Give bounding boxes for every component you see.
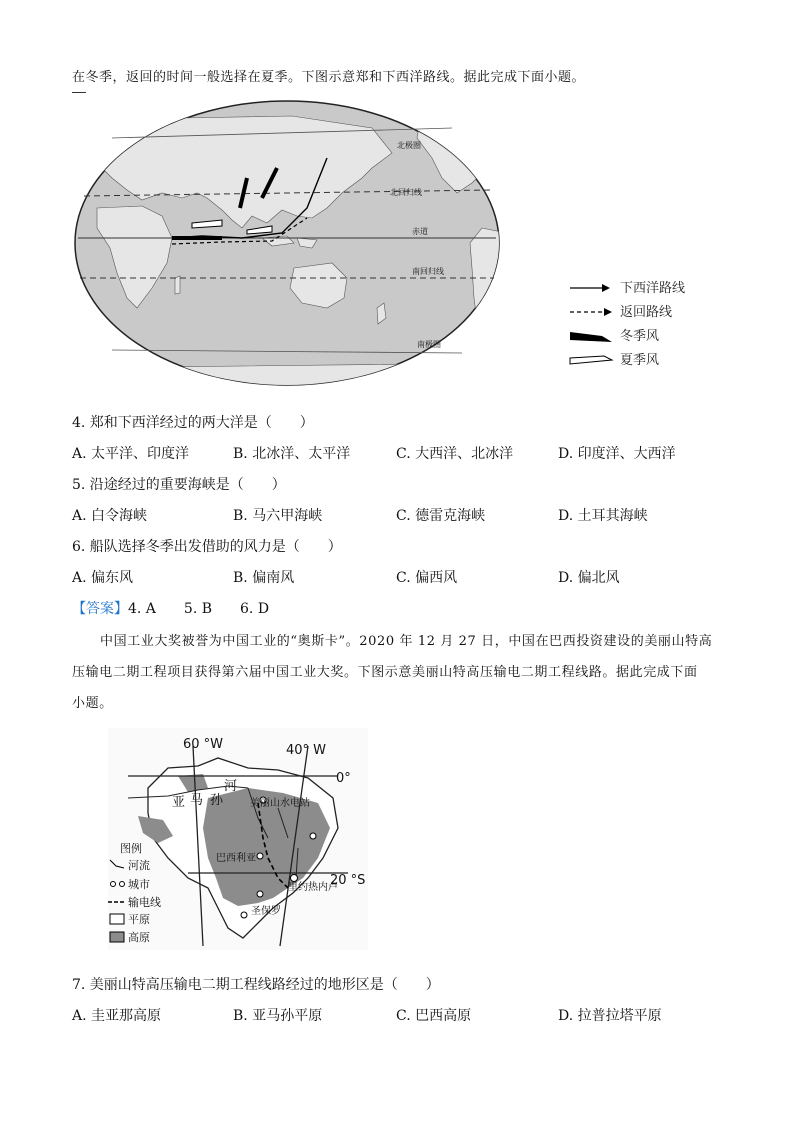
legend-city: 城市 xyxy=(128,878,150,891)
q4-option-b[interactable]: B. 北冰洋、太平洋 xyxy=(233,446,351,462)
q6-option-c[interactable]: C. 偏西风 xyxy=(396,570,458,586)
question-4-stem: 4. 郑和下西洋经过的两大洋是（ ） xyxy=(72,415,314,431)
answer-tag: 【答案】 xyxy=(72,601,128,617)
antarctic-circle-label: 南极圈 xyxy=(417,340,441,349)
legend-winter-wind: 冬季风 xyxy=(620,329,660,344)
amazon-label-a: 亚 xyxy=(172,795,186,810)
lon-40w-label: 40° W xyxy=(286,743,327,758)
lat-0-label: 0° xyxy=(336,771,351,786)
q7-option-b[interactable]: B. 亚马孙平原 xyxy=(233,1008,323,1024)
sao-paulo-label: 圣保罗 xyxy=(251,906,281,917)
paragraph-line-2: 压输电二期工程项目获得第六届中国工业大奖。下图示意美丽山特高压输电二期工程线路。据此完成下面 xyxy=(72,665,698,680)
amazon-label-b: 马 xyxy=(190,793,204,808)
rio-label: 里约热内卢 xyxy=(288,882,338,893)
short-rule xyxy=(72,92,86,93)
q7-option-d[interactable]: D. 拉普拉塔平原 xyxy=(558,1008,662,1024)
question-7-stem: 7. 美丽山特高压输电二期工程线路经过的地形区是（ ） xyxy=(72,977,440,993)
q4-option-c[interactable]: C. 大西洋、北冰洋 xyxy=(396,446,514,462)
q6-option-a[interactable]: A. 偏东风 xyxy=(72,570,134,586)
south-america-land xyxy=(470,228,517,343)
amazon-label-c: 孙 xyxy=(210,793,224,808)
q5-option-d[interactable]: D. 土耳其海峡 xyxy=(558,508,648,524)
arctic-circle-label: 北极圈 xyxy=(397,141,421,150)
lon-60w-label: 60 °W xyxy=(183,737,224,752)
question-5-stem: 5. 沿途经过的重要海峡是（ ） xyxy=(72,477,286,493)
answer-text: 4. A 5. B 6. D xyxy=(128,601,270,617)
brasilia-label: 巴西利亚 xyxy=(216,853,256,864)
legend-title: 图例 xyxy=(120,842,142,855)
world-map-figure xyxy=(72,98,712,394)
legend-transmission: 输电线 xyxy=(128,896,161,909)
q7-option-c[interactable]: C. 巴西高原 xyxy=(396,1008,472,1024)
legend-return: 返回路线 xyxy=(620,305,673,320)
tropic-capricorn-label: 南回归线 xyxy=(412,267,444,276)
legend-summer-wind: 夏季风 xyxy=(620,353,660,368)
belo-monte-label: 美丽山水电站 xyxy=(250,798,310,809)
paragraph-line-3: 小题。 xyxy=(72,696,113,711)
q7-option-a[interactable]: A. 圭亚那高原 xyxy=(72,1008,162,1024)
legend-outbound: 下西洋路线 xyxy=(620,281,686,296)
question-6-stem: 6. 船队选择冬季出发借助的风力是（ ） xyxy=(72,539,342,555)
q5-option-c[interactable]: C. 德雷克海峡 xyxy=(396,508,486,524)
lat-20s-label: 20 °S xyxy=(330,873,366,888)
q5-option-b[interactable]: B. 马六甲海峡 xyxy=(233,508,323,524)
q6-option-d[interactable]: D. 偏北风 xyxy=(558,570,620,586)
legend-plain: 平原 xyxy=(128,913,150,926)
q5-option-a[interactable]: A. 白令海峡 xyxy=(72,508,148,524)
tropic-cancer-label: 北回归线 xyxy=(390,188,422,197)
paragraph-line-1: 中国工业大奖被誉为中国工业的“奥斯卡”。2020 年 12 月 27 日，中国在巴西投资建设的美丽山特高 xyxy=(100,634,713,649)
map1-legend xyxy=(570,280,685,368)
q4-option-d[interactable]: D. 印度洋、大西洋 xyxy=(558,446,676,462)
q4-option-a[interactable]: A. 太平洋、印度洋 xyxy=(72,446,190,462)
q6-option-b[interactable]: B. 偏南风 xyxy=(233,570,295,586)
legend-river: 河流 xyxy=(128,859,150,872)
brazil-map-figure xyxy=(108,728,368,950)
intro-text: 在冬季，返回的时间一般选择在夏季。下图示意郑和下西洋路线。据此完成下面小题。 xyxy=(72,70,586,85)
river-label: 河 xyxy=(224,779,238,794)
equator-label: 赤道 xyxy=(412,227,428,236)
answer-line xyxy=(72,598,269,618)
legend-plateau: 高原 xyxy=(128,931,150,944)
